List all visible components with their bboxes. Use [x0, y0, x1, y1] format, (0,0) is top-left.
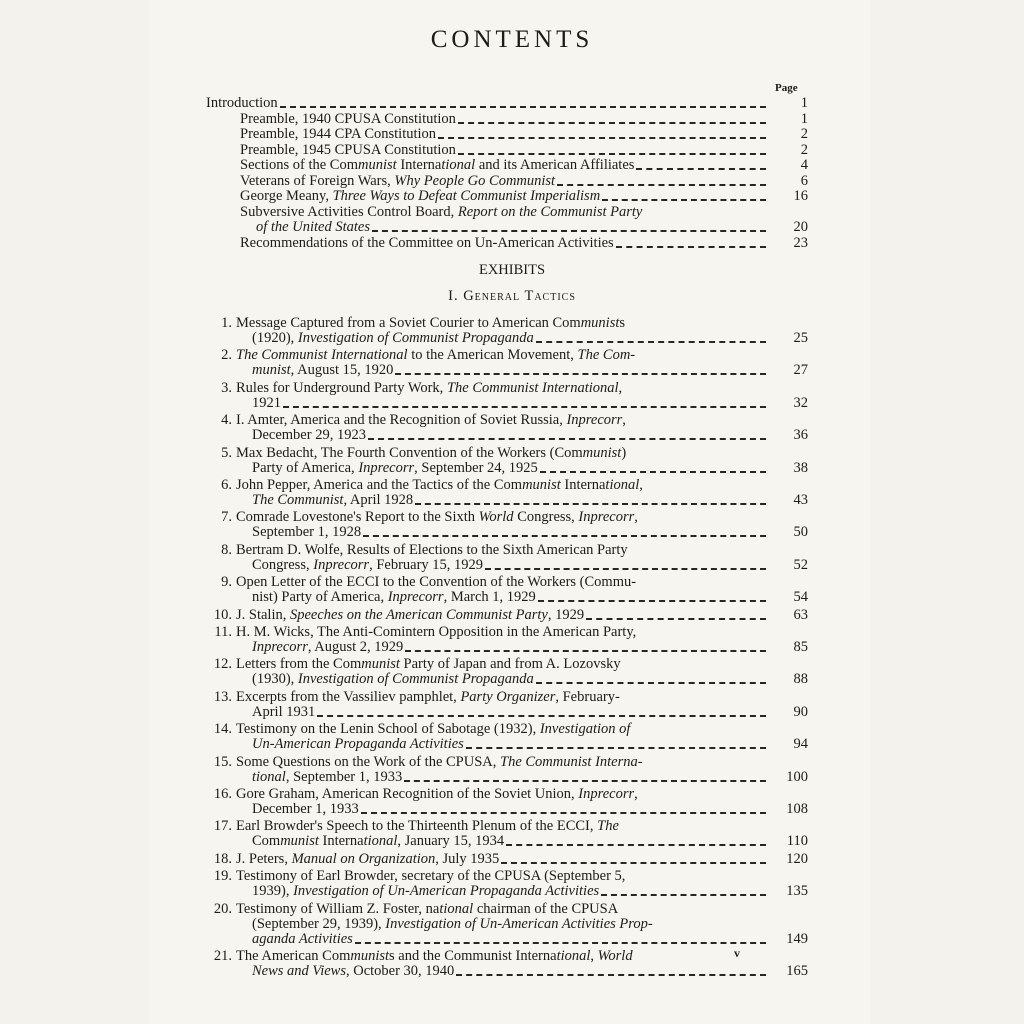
intro-item-page: 16 [793, 188, 808, 204]
exhibit-page: 43 [793, 492, 808, 508]
exhibit-line [252, 363, 808, 378]
exhibit-page: 36 [793, 427, 808, 444]
leader-dots [280, 106, 766, 108]
intro-item [240, 112, 808, 127]
exhibit-line [252, 884, 808, 899]
intro-item [240, 127, 808, 142]
intro-item-title: Recommendations of the Committee on Un-American Activities [240, 234, 614, 251]
exhibit-number: 1. [221, 315, 232, 331]
exhibit-title: J. Stalin, Speeches on the American Communist Party, 1929 [236, 606, 585, 623]
exhibit-line [236, 755, 808, 770]
exhibit-line [252, 932, 808, 947]
exhibit-title: Bertram D. Wolfe, Results of Elections to the Sixth American Party [236, 541, 628, 558]
exhibit-title: munist, August 15, 1920 [252, 362, 394, 379]
exhibit-line [252, 964, 808, 979]
page-folio: v [734, 946, 740, 960]
intro-item [206, 96, 808, 111]
leader-dots [283, 406, 766, 408]
exhibit-title: (September 29, 1939), Investigation of Un-American Activities Prop- [252, 915, 653, 932]
intro-item-title: Sections of the Communist International and its American Affiliates [240, 157, 635, 173]
leader-dots [540, 471, 766, 473]
exhibit-line [236, 413, 808, 428]
exhibit-title: Un-American Propaganda Activities [252, 736, 464, 753]
leader-dots [458, 153, 766, 155]
exhibit-line [252, 331, 808, 346]
exhibit-title: December 29, 1923 [252, 427, 366, 444]
exhibit-title: September 1, 1928 [252, 524, 362, 541]
exhibit-line [252, 705, 808, 720]
exhibit-number: 14. [213, 721, 232, 738]
page-column-label: Page [775, 82, 798, 94]
exhibit-page: 38 [793, 459, 808, 476]
exhibit-line [252, 396, 808, 411]
exhibit-line [236, 949, 808, 964]
exhibit-line [252, 770, 808, 785]
exhibit-title: H. M. Wicks, The Anti-Comintern Opposition in the American Party, [236, 624, 637, 640]
intro-item [240, 174, 808, 189]
leader-dots [536, 341, 766, 343]
leader-dots [405, 650, 766, 652]
exhibit-number: 11. [214, 624, 232, 640]
exhibit-title: April 1931 [252, 703, 316, 720]
intro-item-title: Preamble, 1940 CPUSA Constitution [240, 110, 456, 127]
exhibit-title: Max Bedacht, The Fourth Convention of the Workers (Communist) [236, 444, 627, 461]
exhibit-number: 18. [213, 850, 232, 867]
exhibit-title: Open Letter of the ECCI to the Convention of the Workers (Commu- [236, 574, 637, 591]
exhibit-title: Testimony on the Lenin School of Sabotage (1932), Investigation of [236, 721, 631, 738]
exhibit-title: Some Questions on the Work of the CPUSA, The Communist Interna- [236, 753, 643, 770]
leader-dots [538, 600, 766, 602]
leader-dots [506, 844, 766, 846]
exhibit-page: 27 [793, 362, 808, 379]
exhibit-line [236, 787, 808, 802]
intro-item-page: 20 [793, 219, 808, 235]
intro-item [240, 158, 808, 173]
exhibit-line [236, 510, 808, 525]
leader-dots [536, 682, 766, 684]
leader-dots [438, 137, 766, 139]
exhibit-line [236, 869, 808, 884]
exhibit-line [236, 381, 808, 396]
exhibit-line [236, 575, 808, 590]
exhibit-line [252, 672, 808, 687]
intro-item-title: Introduction [206, 95, 278, 111]
exhibit-title: J. Peters, Manual on Organization, July 1935 [236, 850, 500, 867]
exhibit-page: 52 [793, 556, 808, 573]
exhibit-title: John Pepper, America and the Tactics of the Communist International, [236, 477, 643, 493]
exhibit-title: Congress, Inprecorr, February 15, 1929 [252, 556, 484, 573]
exhibit-page: 149 [786, 930, 808, 947]
leader-dots [372, 230, 766, 232]
exhibit-title: The Communist International to the American Movement, The Com- [236, 347, 636, 364]
exhibit-line [252, 737, 808, 752]
exhibit-line [236, 608, 808, 623]
exhibit-title: nist) Party of America, Inprecorr, March 1, 1929 [252, 589, 536, 606]
intro-item-title: Preamble, 1945 CPUSA Constitution [240, 141, 456, 158]
leader-dots [458, 122, 766, 124]
intro-item-page: 23 [793, 234, 808, 251]
exhibit-line [252, 590, 808, 605]
exhibit-number: 2. [221, 347, 232, 364]
exhibit-line [252, 428, 808, 443]
exhibit-line [252, 461, 808, 476]
exhibit-page: 85 [793, 639, 808, 655]
exhibit-title: tional, September 1, 1933 [252, 768, 403, 785]
exhibit-number: 19. [213, 868, 232, 885]
exhibit-title: Excerpts from the Vassiliev pamphlet, Party Organizer, February- [236, 688, 620, 705]
exhibit-title: aganda Activities [252, 930, 353, 947]
exhibit-number: 12. [213, 656, 232, 673]
leader-dots [616, 246, 766, 248]
intro-item [240, 205, 808, 220]
exhibit-title: Rules for Underground Party Work, The Communist International, [236, 379, 623, 396]
intro-item-title: Preamble, 1944 CPA Constitution [240, 126, 437, 142]
exhibit-line [236, 722, 808, 737]
section-heading: I. General Tactics [448, 288, 576, 304]
intro-item-title: Veterans of Foreign Wars, Why People Go Communist [240, 172, 556, 189]
exhibit-title: 1939), Investigation of Un-American Propaganda Activities [252, 883, 600, 900]
intro-item [240, 236, 808, 251]
leader-dots [395, 373, 766, 375]
intro-item [240, 143, 808, 158]
exhibit-page: 100 [786, 768, 808, 785]
exhibit-line [236, 543, 808, 558]
exhibit-page: 135 [786, 883, 808, 900]
leader-dots [368, 438, 766, 440]
exhibit-title: Testimony of Earl Browder, secretary of the CPUSA (September 5, [236, 868, 626, 885]
intro-item-title: Subversive Activities Control Board, Report on the Communist Party [240, 203, 643, 220]
exhibit-title: The Communist, April 1928 [252, 492, 414, 508]
exhibit-line [252, 802, 808, 817]
leader-dots [363, 535, 766, 537]
exhibit-title: The American Communists and the Communist International, World [236, 948, 633, 964]
exhibit-title: Message Captured from a Soviet Courier to American Communists [236, 315, 626, 331]
exhibit-page: 90 [793, 703, 808, 720]
exhibit-page: 25 [793, 330, 808, 346]
exhibit-number: 15. [213, 753, 232, 770]
exhibit-line [236, 657, 808, 672]
exhibit-page: 110 [786, 833, 808, 850]
leader-dots [501, 862, 766, 864]
intro-item [240, 189, 808, 204]
exhibit-line [236, 819, 808, 834]
exhibit-page: 63 [793, 606, 808, 623]
exhibit-number: 6. [221, 477, 232, 493]
exhibit-number: 16. [213, 786, 232, 802]
exhibit-number: 13. [213, 688, 232, 705]
intro-item-page: 1 [800, 110, 808, 127]
exhibit-page: 120 [786, 850, 808, 867]
exhibit-title: Earl Browder's Speech to the Thirteenth Plenum of the ECCI, The [236, 818, 619, 835]
leader-dots [636, 168, 766, 170]
exhibit-number: 10. [213, 606, 232, 623]
exhibit-line [236, 316, 808, 331]
leader-dots [404, 780, 766, 782]
leader-dots [601, 894, 766, 896]
intro-item-page: 6 [800, 172, 808, 189]
exhibit-title: Party of America, Inprecorr, September 24, 1925 [252, 459, 538, 476]
exhibit-title: Gore Graham, American Recognition of the Soviet Union, Inprecorr, [236, 786, 638, 802]
exhibit-page: 165 [786, 963, 808, 979]
exhibit-number: 20. [213, 900, 232, 917]
exhibit-page: 50 [793, 524, 808, 541]
exhibit-number: 9. [221, 574, 232, 591]
exhibit-number: 8. [221, 541, 232, 558]
leader-dots [415, 503, 766, 505]
exhibit-line [252, 558, 808, 573]
intro-item-page: 1 [800, 95, 808, 111]
exhibit-line [236, 690, 808, 705]
intro-item-page: 2 [800, 126, 808, 142]
leader-dots [602, 199, 766, 201]
intro-item-page: 2 [800, 141, 808, 158]
leader-dots [355, 942, 766, 944]
leader-dots [586, 618, 766, 620]
intro-item-page: 4 [800, 157, 808, 173]
exhibit-title: (1930), Investigation of Communist Propaganda [252, 671, 534, 688]
exhibit-line [236, 852, 808, 867]
exhibit-line [252, 917, 808, 932]
exhibit-line [252, 525, 808, 540]
exhibit-title: I. Amter, America and the Recognition of Soviet Russia, Inprecorr, [236, 412, 626, 429]
page-title: CONTENTS [430, 26, 594, 53]
exhibit-line [252, 493, 808, 508]
exhibit-number: 5. [221, 444, 232, 461]
exhibit-number: 3. [221, 379, 232, 396]
exhibit-line [252, 640, 808, 655]
exhibit-title: News and Views, October 30, 1940 [252, 963, 455, 979]
exhibits-heading: EXHIBITS [478, 262, 546, 278]
leader-dots [361, 812, 766, 814]
leader-dots [466, 747, 766, 749]
exhibit-page: 32 [793, 394, 808, 411]
exhibit-line [236, 625, 808, 640]
exhibit-number: 7. [221, 509, 232, 526]
intro-item-title: of the United States [256, 219, 370, 235]
exhibit-page: 94 [793, 736, 808, 753]
leader-dots [456, 974, 766, 976]
exhibit-title: Comrade Lovestone's Report to the Sixth World Congress, Inprecorr, [236, 509, 638, 526]
leader-dots [317, 715, 766, 717]
exhibit-number: 4. [221, 412, 232, 429]
intro-item-title: George Meany, Three Ways to Defeat Communist Imperialism [240, 188, 601, 204]
exhibit-line [236, 446, 808, 461]
exhibit-title: Inprecorr, August 2, 1929 [252, 639, 404, 655]
leader-dots [485, 568, 766, 570]
exhibit-title: December 1, 1933 [252, 801, 359, 817]
leader-dots [557, 184, 766, 186]
exhibit-title: Communist International, January 15, 1934 [252, 833, 505, 850]
exhibit-title: Letters from the Communist Party of Japan and from A. Lozovsky [236, 656, 621, 673]
exhibit-line [236, 902, 808, 917]
exhibit-title: Testimony of William Z. Foster, national chairman of the CPUSA [236, 900, 619, 917]
exhibit-title: 1921 [252, 394, 281, 411]
exhibit-page: 54 [793, 589, 808, 606]
intro-item [256, 220, 808, 235]
exhibit-title: (1920), Investigation of Communist Propaganda [252, 330, 534, 346]
exhibit-line [236, 478, 808, 493]
exhibit-page: 88 [793, 671, 808, 688]
exhibit-number: 17. [213, 818, 232, 835]
exhibit-line [236, 348, 808, 363]
exhibit-line [252, 834, 808, 849]
exhibit-page: 108 [786, 801, 808, 817]
exhibit-number: 21. [213, 948, 232, 964]
